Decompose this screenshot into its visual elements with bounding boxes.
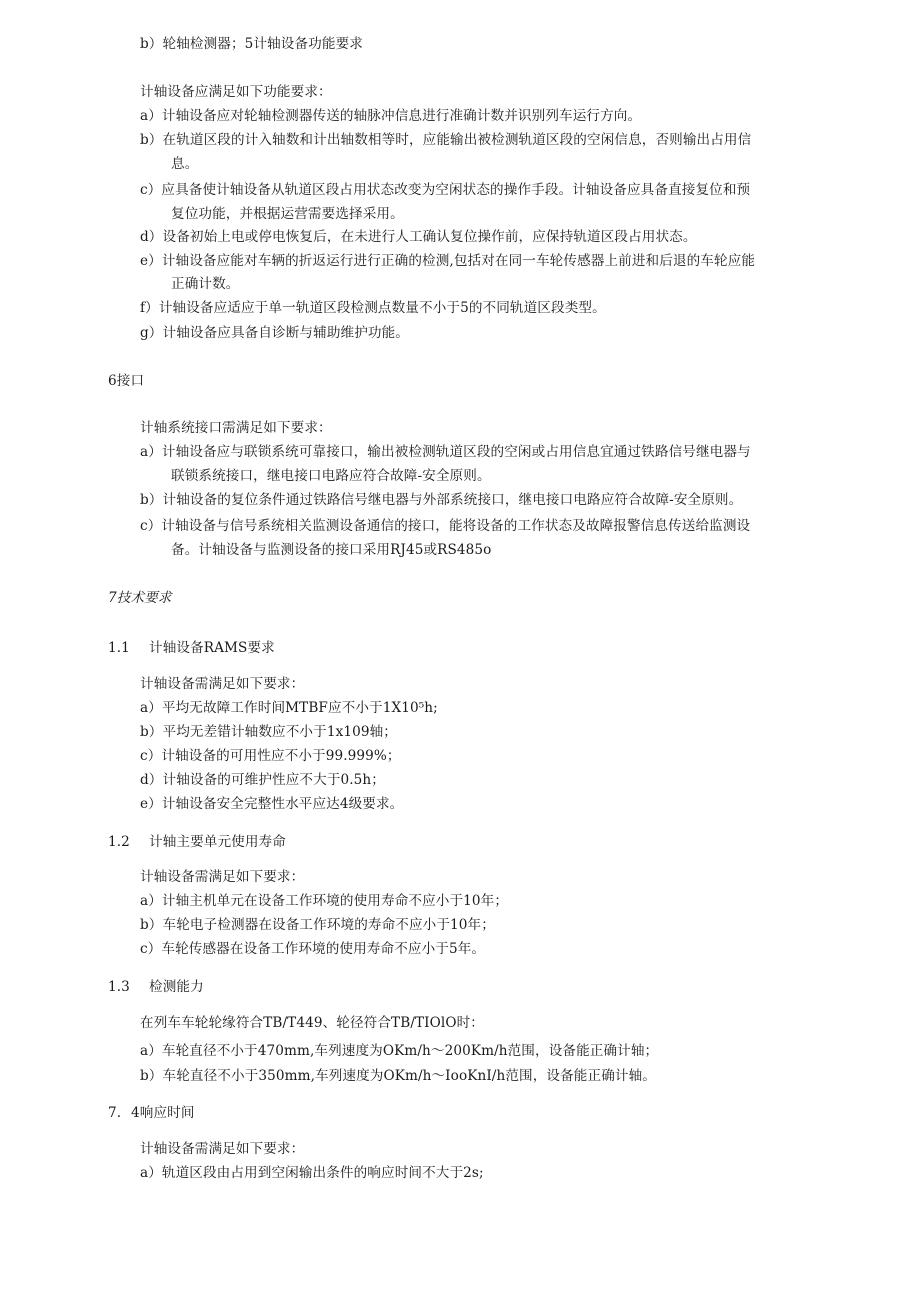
subsection-title-rams: 计轴设备RAMS要求 xyxy=(149,640,275,656)
service-life-req-c: c）车轮传感器在设备工作环境的使用寿命不应小于5年。 xyxy=(140,941,486,957)
rams-req-b: b）平均无差错计轴数应不小于1x109轴； xyxy=(140,724,397,740)
response-time-intro: 计轴设备需满足如下要求： xyxy=(140,1141,305,1157)
interface-req-a-line2: 联锁系统接口，继电接口电路应符合故障-安全原则。 xyxy=(171,468,491,484)
interface-req-c-line2: 备。计轴设备与监测设备的接口采用RJ45或RS485o xyxy=(171,542,492,558)
function-req-c-line2: 复位功能，并根据运营需要选择采用。 xyxy=(171,206,404,222)
rams-intro: 计轴设备需满足如下要求： xyxy=(140,676,305,692)
subsection-number-7: 7. xyxy=(108,1105,122,1121)
subsection-number-1-2: 1.2 xyxy=(108,834,130,850)
detection-intro: 在列车车轮轮缘符合TB/T449、轮径符合TB/TIOlO时： xyxy=(140,1015,484,1031)
function-req-f: f）计轴设备应适应于单一轨道区段检测点数量不小于5的不同轨道区段类型。 xyxy=(140,300,606,316)
item-b-axle-detector: b）轮轴检测器；5计轴设备功能要求 xyxy=(140,36,363,52)
function-req-d: d）设备初始上电或停电恢复后，在未进行人工确认复位操作前，应保持轨道区段占用状态。 xyxy=(140,229,697,245)
response-time-req-a: a）轨道区段由占用到空闲输出条件的响应时间不大于2s; xyxy=(140,1165,484,1181)
function-req-g: g）计轴设备应具备自诊断与辅助维护功能。 xyxy=(140,325,409,341)
section-heading-interface: 6接口 xyxy=(108,373,145,389)
subsection-number-1-3: 1.3 xyxy=(108,979,130,995)
function-req-b-line2: 息。 xyxy=(171,156,199,172)
subsection-title-service-life: 计轴主要单元使用寿命 xyxy=(149,834,286,850)
service-life-req-a: a）计轴主机单元在设备工作环境的使用寿命不应小于10年； xyxy=(140,893,509,909)
interface-intro: 计轴系统接口需满足如下要求： xyxy=(140,420,332,436)
function-req-c-line1: c）应具备使计轴设备从轨道区段占用状态改变为空闲状态的操作手段。计轴设备应具备直接复位和预 xyxy=(140,182,751,198)
rams-req-c: c）计轴设备的可用性应不小于99.999%； xyxy=(140,748,401,764)
interface-req-c-line1: c）计轴设备与信号系统相关监测设备通信的接口，能将设备的工作状态及故障报警信息传送给监测设 xyxy=(140,518,751,534)
function-req-e-line1: e）计轴设备应能对车辆的折返运行进行正确的检测,包括对在同一车轮传感器上前进和后退的车轮应能 xyxy=(140,253,756,269)
detection-req-b: b）车轮直径不小于350mm,车列速度为OKm/h～IooKnI/h范围，设备能正确计轴。 xyxy=(140,1068,656,1084)
function-reqs-intro: 计轴设备应满足如下功能要求： xyxy=(140,84,332,100)
rams-req-e: e）计轴设备安全完整性水平应达4级要求。 xyxy=(140,796,404,812)
function-req-b-line1: b）在轨道区段的计入轴数和计出轴数相等时，应能输出被检测轨道区段的空闲信息，否则输出占用信 xyxy=(140,132,752,148)
detection-req-a: a）车轮直径不小于470mm,车列速度为OKm/h～200Km/h范围，设备能正确计轴； xyxy=(140,1043,659,1059)
interface-req-a-line1: a）计轴设备应与联锁系统可靠接口，输出被检测轨道区段的空闲或占用信息宜通过铁路信号继电器与 xyxy=(140,444,751,460)
function-req-e-line2: 正确计数。 xyxy=(171,276,240,292)
function-req-a: a）计轴设备应对轮轴检测器传送的轴脉冲信息进行准确计数并识别列车运行方向。 xyxy=(140,108,642,124)
rams-req-a: a）平均无故障工作时间MTBF应不小于1X10⁵h; xyxy=(140,700,438,716)
subsection-title-response-time: 4响应时间 xyxy=(131,1105,195,1121)
service-life-intro: 计轴设备需满足如下要求： xyxy=(140,869,305,885)
interface-req-b: b）计轴设备的复位条件通过铁路信号继电器与外部系统接口，继电接口电路应符合故障-安全原则。 xyxy=(140,492,743,508)
subsection-number-1-1: 1.1 xyxy=(108,640,130,656)
rams-req-d: d）计轴设备的可维护性应不大于0.5h； xyxy=(140,772,385,788)
section-heading-tech: 7技术要求 xyxy=(108,590,172,606)
subsection-title-detection: 检测能力 xyxy=(149,979,204,995)
service-life-req-b: b）车轮电子检测器在设备工作环境的寿命不应小于10年； xyxy=(140,917,495,933)
